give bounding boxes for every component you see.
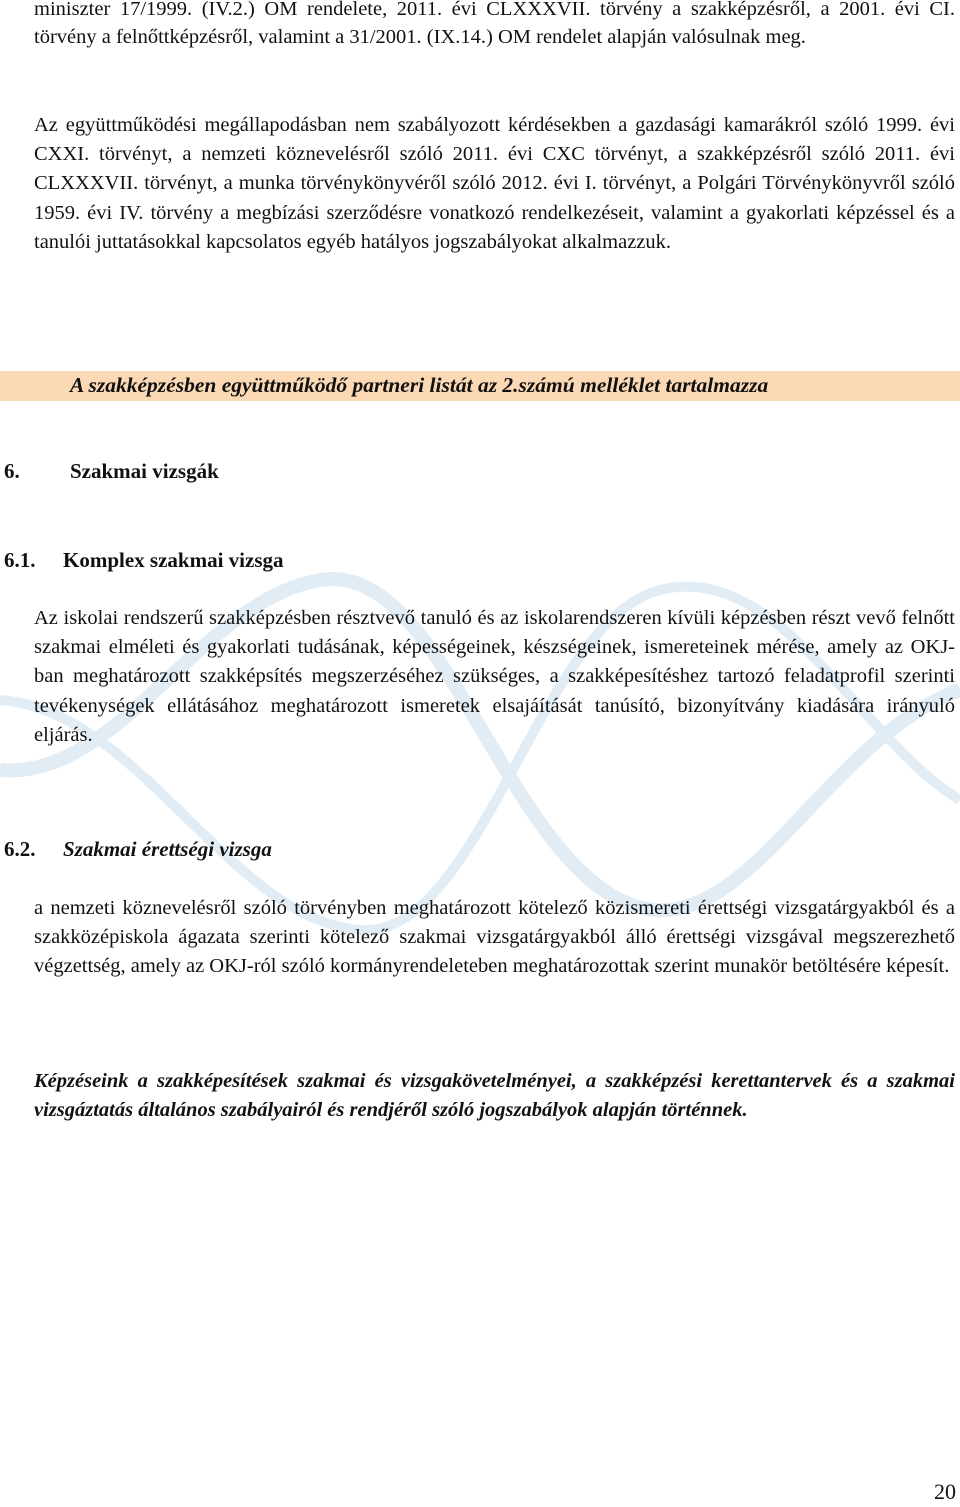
section-number: 6.: [4, 459, 20, 483]
paragraph-unregulated-questions: Az együttműködési megállapodásban nem szabályozott kérdésekben a gazdasági kamarákról szóló 1999. évi CXXI. törvényt, a nemzeti köznevelésről szóló 2011. évi CXC törvényt, a szakképzésről szóló 2011. évi CLXXXVII. törvényt, a munka törvénykönyvéről szóló 2012. évi I. törvényt, a Polgári Törvénykönyvről szóló 1959. évi IV. törvény a megbízási szerződésre vonatkozó rendelkezéseit, valamint a gyakorlati képzéssel és a tanulói juttatásokkal kapcsolatos egyéb hatályos jogszabályokat alkalmazzuk.: [34, 114, 955, 253]
page-number: 20: [934, 1479, 956, 1504]
paragraph-complex-exam: Az iskolai rendszerű szakképzésben résztvevő tanuló és az iskolarendszeren kívüli képzésben részt vevő felnőtt szakmai elméleti és gyakorlati tudásának, képességeinek, készségeinek, ismereteinek mérése, amely az OKJ-ban meghatározott szakképsítés megszerzéséhez szükséges, a szakképesítéshez tartozó feladatprofil szerinti tevékenységek ellátásához meghatározott ismeretek elsajáítását tanúsító, bizonyítvány kiadására irányuló eljárás.: [34, 607, 955, 746]
paragraph-training-basis: Képzéseink a szakképesítések szakmai és vizsgakövetelményei, a szakképzési kerettantervek és a szakmai vizsgáztatás általános szabályairól és rendjéről szóló jogszabályok alapján történnek.: [34, 1070, 955, 1122]
section-title: Szakmai érettségi vizsga: [63, 837, 272, 861]
partner-list-banner-text: A szakképzésben együttműködő partneri listát az 2.számú melléklet tartalmazza: [70, 373, 769, 397]
paragraph-vocational-matura: a nemzeti köznevelésről szóló törvényben meghatározott kötelező közismereti érettségi vizsgatárgyakból és a szakközépiskola ágazata szerinti kötelező szakmai vizsgatárgyakból álló érettségi vizsgával megszerezhető végzettség, amely az OKJ-ról szóló kormányrendeleteben meghatározottak szerint munakör betöltésére képesít.: [34, 897, 955, 978]
section-number: 6.1.: [4, 548, 36, 572]
section-title: Szakmai vizsgák: [70, 459, 219, 483]
section-number: 6.2.: [4, 837, 36, 861]
paragraph-legal-basis: miniszter 17/1999. (IV.2.) OM rendelete, 2011. évi CLXXXVII. törvény a szakképzésről, a 2001. évi CI. törvény a felnőttképzésről, valamint a 31/2001. (IX.14.) OM rendelet alapján valósulnak meg.: [34, 0, 955, 48]
section-title: Komplex szakmai vizsga: [63, 548, 284, 572]
partner-list-banner: [0, 371, 960, 401]
